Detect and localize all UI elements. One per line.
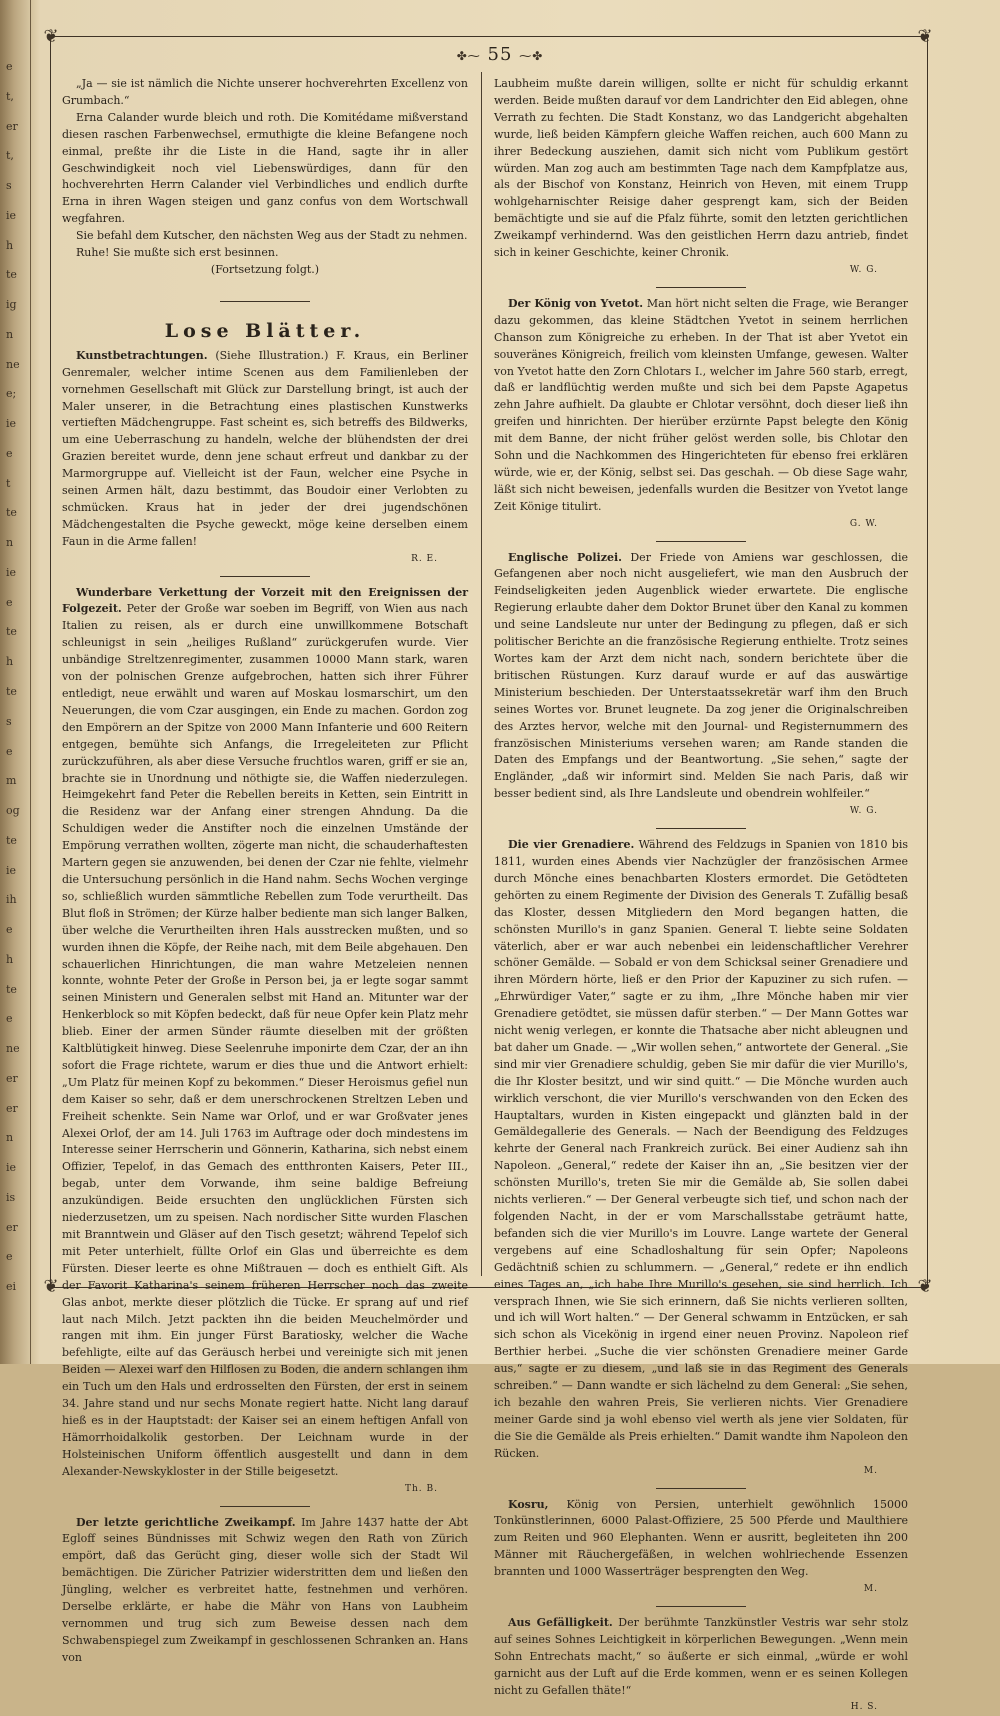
article-zweikampf — [62, 1515, 468, 1667]
edge-fragment: e — [6, 60, 13, 73]
edge-fragment: ne — [6, 357, 20, 371]
edge-fragment: e — [6, 744, 13, 758]
edge-fragment: te — [6, 625, 17, 639]
edge-fragment: ie — [6, 208, 17, 222]
article-body: Im Jahre 1437 hatte der Abt Egloff seines Bündnisses mit Schwiz wegen den Rath von Zürich empört, daß das Gerücht ging, dieser wolle sich der Stadt Wil bemächtigen. Die Züricher Patrizier widerstritten dem und ließen den Jüngling, welcher es verbreitet hatte, festnehmen und verhören. Derselbe erklärte, er habe die Mähr von Hans von Laubheim vernommen und trug sich zum Beweise dessen nach dem Schwabenspiegel zum Zweikampf in geschlossenen Schranken an. Hans von — [62, 1515, 468, 1664]
article-body: Der Friede von Amiens war geschlossen, die Gefangenen aber noch nicht ausgeliefert, wie man den Ausbruch der Feindseligkeiten jeden Augenblick wieder erwartete. Die englische Regierung erlaubte daher dem Doktor Brunet über den Kanal zu kommen und seine Landsleute nur unter der Bedingung zu pflegen, daß er sich politischer Berichte an die französische Regierung enthielte. Trotz seines Wortes kam der Arzt dem nicht nach, sondern berichtete über die britischen Rüstungen. Kurz darauf wurde er auf das auswärtige Ministerium beschieden. Der Unterstaatssekretär warf ihm den Bruch seines Wortes vor. Brunet leugnete. Da zog jener die Originalschreiben des Arztes hervor, welche mit den Journal- und Registernummern des französischen Ministeriums versehen waren; am Rande standen die Daten des Empfangs und der Beantwortung. „Sie sehen,“ sagte der Engländer, „daß wir informirt sind. Melden Sie nach Paris, daß wir besser bedient sind, als Ihre Landsleute und obendrein wohlfeiler.“ — [494, 550, 909, 801]
article-englische-polizei — [494, 550, 908, 804]
edge-fragment: ne — [6, 1042, 20, 1056]
article-title: Aus Gefälligkeit. — [508, 1615, 613, 1629]
edge-fragment: er — [6, 1071, 18, 1085]
edge-fragment: te — [6, 685, 17, 698]
edge-fragment: t — [6, 476, 11, 490]
corner-ornament-icon: ❦ — [43, 26, 59, 47]
ornament-left-icon: ✤⁓ — [456, 49, 481, 63]
article-vier-grenadiere — [494, 837, 908, 1463]
article-body: (Siehe Illustration.) F. Kraus, ein Berliner Genremaler, welcher intime Scenen aus dem Familienleben der vornehmen Gesellschaft mit Glück zur Darstellung bringt, ist auch der Maler unserer, in die Betrachtung eines plastischen Kunstwerks vertieften Mädchengruppe. Fast scheint es, sich betreffs des Bildwerks, um eine Ueberraschung zu handeln, welche der blühendsten der drei Grazien bereitet wurde, denn jene schaut erfreut und dankbar zu der Marmorgruppe auf. Vielleicht ist der Faun, welcher eine Psyche in seinen Armen hält, dazu bestimmt, das Boudoir einer Verlobten zu schmücken. Kraus hat in jeder der drei jugendschönen Mädchengestalten die Psyche geweckt, möge keine derselben einem Faun in die Arme fallen! — [62, 348, 468, 548]
page-number: 55 — [487, 44, 513, 65]
adjacent-page-edge — [0, 0, 31, 1364]
page-header — [420, 44, 580, 65]
edge-fragment: e — [6, 446, 13, 460]
article-signature: R. E. — [411, 553, 438, 564]
edge-fragment: h — [6, 952, 14, 966]
edge-fragment: ig — [6, 298, 17, 312]
edge-fragment: e — [6, 923, 13, 937]
continuation-note: (Fortsetzung folgt.) — [210, 262, 320, 276]
article-title: Kosru, — [508, 1497, 549, 1511]
edge-fragment: n — [6, 327, 14, 341]
edge-fragment: te — [6, 833, 17, 847]
article-body: Man hört nicht selten die Frage, wie Beranger dazu gekommen, das kleine Städtchen Yvetot in seinem herrlichen Chanson zum Königreiche zu erheben. In der That ist aber Yvetot ein souveränes Königreich, freilich vom kleinsten Umfange, gewesen. Walter von Yvetot hatte den Zorn Chlotars I., welcher im Jahre 560 starb, erregt, daß er landflüchtig werden mußte und sich bei dem Papste Agapetus zehn Jahre aufhielt. Da glaubte er Chlotar versöhnt, doch dieser ließ ihn greifen und hinrichten. Der hierüber erzürnte Papst belegte den König mit dem Banne, der nicht früher gelöst werden solle, bis Chlotar den Sohn und die Nachkommen des Hingerichteten für ebenso frei erklären würde, wie er, der König, selbst sei. Das geschah. — Ob diese Sage wahr, läßt sich nicht beweisen, jedenfalls wurden die Besitzer von Yvetot lange Zeit Könige titulirt. — [494, 296, 908, 513]
story-paragraph: Sie befahl dem Kutscher, den nächsten Weg aus der Stadt zu nehmen. — [76, 229, 468, 243]
article-rule — [220, 576, 310, 577]
story-paragraph: Erna Calander wurde bleich und roth. Die Komitédame mißverstand diesen raschen Farbenwechsel, ermuthigte die kleine Befangene noch einmal, preßte ihr die Liste in die Hand, sagte ihr in aller Geschwindigkeit noch viel Liebenswürdiges, dann für den hochverehrten Herrn Calander viel Verbindliches und endlich durfte Erna in ihren Wagen steigen und ganz confus von dem Wortschwall wegfahren. — [62, 110, 468, 226]
edge-fragment: er — [6, 1220, 18, 1234]
article-title: Englische Polizei. — [508, 550, 622, 564]
article-signature: M. — [863, 1584, 878, 1595]
edge-fragment: og — [6, 804, 20, 818]
article-koenig-yvetot — [494, 296, 908, 516]
article-body: Der berühmte Tanzkünstler Vestris war sehr stolz auf seines Sohnes Leichtigkeit in körperlichen Bewegungen. „Wenn mein Sohn Entrechats macht,“ so äußerte er sich einmal, „würde er wohl garnicht aus der Luft auf die Erde kommen, wenn er es seinen Kollegen nicht zu Gefallen thäte!“ — [494, 1615, 909, 1697]
story-paragraph: „Ja — sie ist nämlich die Nichte unserer hochverehrten Excellenz von Grumbach.“ — [62, 77, 468, 107]
edge-fragment: er — [6, 1101, 18, 1115]
edge-fragment: te — [6, 982, 17, 996]
article-kosru — [494, 1497, 908, 1582]
article-signature: Th. B. — [405, 1483, 438, 1494]
corner-ornament-icon: ❦ — [917, 26, 933, 47]
edge-fragment: n — [6, 1131, 14, 1145]
article-rule — [656, 1606, 746, 1607]
article-title: Wunderbare Verkettung der Vorzeit mit den Ereignissen der Folgezeit. — [62, 585, 468, 616]
left-column — [62, 76, 468, 1667]
article-kunstbetrachtungen — [62, 348, 468, 551]
article-signature: H. S. — [850, 1702, 878, 1713]
corner-ornament-icon: ❦ — [917, 1276, 933, 1297]
story-paragraph: Ruhe! Sie mußte sich erst besinnen. — [76, 246, 279, 260]
article-zweikampf-continued: Laubheim mußte darein willigen, sollte er nicht für schuldig erkannt werden. Beide mußten darauf vor dem Landrichter den Eid ablegen, ohne Verrath zu fechten. Die Stadt Konstanz, wo das Landgericht abgehalten wurde, ließ beiden Kämpfern gleiche Waffen reichen, auch 600 Mann zu ihrer Bedeckung ausziehen, damit sich nicht vom Publikum gestört würden. Man zog auch am bestimmten Tage nach dem Kampfplatze aus, als der Bischof von Konstanz, Heinrich von Heven, mit einem Trupp wohlgeharnischter Reisige daher gesprengt kam, sich der Beiden bemächtigte und sie auf die Pfalz führte, somit den letzten gerichtlichen Zweikampf verhindernd. Was den geistlichen Herrn dazu antrieb, findet sich in keiner Geschichte, keiner Chronik. — [494, 77, 908, 260]
edge-fragment: s — [6, 179, 12, 193]
edge-fragment: s — [6, 714, 12, 728]
article-wunderbare-verkettung — [62, 585, 468, 1481]
article-signature: W. G. — [849, 806, 878, 817]
article-signature: M. — [863, 1465, 878, 1476]
edge-fragment: ih — [6, 893, 17, 907]
edge-fragment: t, — [6, 149, 14, 163]
edge-fragment: e — [6, 595, 13, 609]
edge-fragment: n — [6, 536, 14, 550]
edge-fragment: ie — [6, 863, 17, 877]
edge-fragment: h — [6, 655, 14, 669]
edge-fragment: is — [6, 1190, 16, 1204]
right-column — [494, 76, 908, 1716]
article-signature: G. W. — [849, 518, 878, 529]
edge-fragment: ei — [6, 1280, 17, 1294]
article-rule — [656, 541, 746, 542]
section-rule — [220, 301, 310, 302]
section-heading: Lose Blätter. — [164, 319, 366, 342]
article-rule — [656, 828, 746, 829]
edge-fragment: e; — [6, 387, 17, 401]
edge-fragment: e — [6, 1250, 13, 1264]
edge-fragment: ie — [6, 565, 17, 579]
article-gefaelligkeit — [494, 1615, 908, 1700]
article-rule — [656, 1488, 746, 1489]
article-title: Die vier Grenadiere. — [508, 838, 635, 852]
edge-fragment: h — [6, 238, 14, 252]
edge-fragment: er — [6, 119, 18, 133]
edge-fragment: e — [6, 1012, 13, 1026]
article-rule — [656, 287, 746, 288]
article-body: Während des Feldzugs in Spanien von 1810 bis 1811, wurden eines Abends vier Nachzügler der französischen Armee durch Mönche eines benachbarten Klosters ermordet. Die Getödteten gehörten zu einem Regimente der Division des Generals T. Zufällig besaß das Kloster, dessen Mitgliedern den Mord begangen hatten, die schönsten Murillo's in ganz Spanien. General T. liebte seine Soldaten väterlich, aber er war auch nebenbei ein leidenschaftlicher Verehrer schöner Gemälde. — Sobald er von dem Schicksal seiner Grenadiere und ihren Mördern hörte, ließ er den Prior der Kapuziner zu sich rufen. — „Ehrwürdiger Vater,“ sagte er zu ihm, „Ihre Mönche haben mir vier Grenadiere getödtet, sie müssen dafür sterben.“ — Der Mann Gottes war nicht wenig verlegen, er konnte die Thatsache aber nicht ableugnen und bat daher um Gnade. — „Wir wollen sehen,“ antwortete der General. „Sie sind mir vier Grenadiere schuldig, geben Sie mir dafür die vier Murillo's, die Ihr Kloster besitzt, und wir sind quitt.“ — Die Mönche wurden auch wirklich verschont, die vier Murillo's verschwanden von den Ecken des Hauptaltars, wurden in Kisten eingepackt und glänzten bald in der Gemäldegallerie des Generals. — Nach der Beendigung des Feldzuges kehrte der General nach Frankreich zurück. Bei einer Audienz sah ihn Napoleon. „General,“ redete der Kaiser ihn an, „Sie besitzen vier der schönsten Murillo's, treten Sie mir die Gemälde ab, Sie sollen dabei nichts verlieren.“ — Der General verbeugte sich tief, und schon nach der folgenden Nacht, in der er vom Marschallsstabe geträumt hatte, befanden sich die vier Murillo's im Louvre. Lange wartete der General vergebens auf eine Schadloshaltung für sein Opfer; Napoleons Gedächtniß schien zu schlummern. — „General,“ redete er ihn endlich eines Tages an, „ich habe Ihre Murillo's gesehen, sie sind herrlich. Ich versprach Ihnen, wie Sie sich erinnern, daß Sie nichts verlieren sollten, und ich will Wort halten.“ — Der General schwamm in Entzücken, er sah sich schon als Vicekönig in irgend einer neuen Provinz. Napoleon rief Berthier herbei. „Suche die vier schönsten Grenadiere meiner Garde aus,“ sagte er zu diesem, „und laß sie in das Regiment des Generals schreiben.“ — Dann wandte er sich lächelnd zu dem General: „Sie sehen, ich bezahle den wahren Preis, Sie verlieren nichts. Vier Grenadiere meiner Garde sind ja wohl ebenso viel werth als jene vier Soldaten, für die Sie die Gemälde als Preis erhielten.“ Damit wandte ihm Napoleon den Rücken. — [494, 838, 909, 1460]
article-signature: W. G. — [849, 264, 878, 275]
edge-fragment: ie — [6, 417, 17, 431]
corner-ornament-icon: ❦ — [43, 1276, 59, 1297]
article-title: Kunstbetrachtungen. — [76, 348, 208, 362]
edge-fragment: te — [6, 506, 17, 520]
edge-fragment: ie — [6, 1161, 17, 1175]
edge-fragment: m — [6, 774, 17, 788]
article-body: König von Persien, unterhielt gewöhnlich 15000 Tonkünstlerinnen, 6000 Palast-Offiziere, 25 500 Pferde und Maulthiere zum Reiten und 960 Elephanten. Wenn er ausritt, begleiteten ihn 200 Männer mit Räuchergefäßen, in welchen wohlriechende Essenzen brannten und 1000 Wasserträger besprengten den Weg. — [494, 1497, 909, 1579]
article-title: Der König von Yvetot. — [508, 296, 644, 310]
edge-fragment: t, — [6, 89, 14, 103]
edge-fragment: te — [6, 268, 17, 282]
article-title: Der letzte gerichtliche Zweikampf. — [76, 1515, 296, 1529]
article-body: Peter der Große war soeben im Begriff, von Wien aus nach Italien zu reisen, als er durch eine unwillkommene Botschaft schleunigst in sein „heiliges Rußland“ zurückgerufen wurde. Vier unbändige Streltzenregimenter, zusammen 10000 Mann stark, waren von der polnischen Grenze aufgebrochen, hatten sich ihrer Führer entledigt, neue erwählt und waren auf Moskau losmarschirt, um den Neuerungen, die vom Czar ausgingen, ein Ende zu machen. Gordon zog den Empörern an der Spitze von 2000 Mann Infanterie und 600 Reitern entgegen, bemühte sich Anfangs, die Irregeleiteten zur Pflicht zurückzuführen, als aber diese Versuche fruchtlos waren, griff er sie an, brachte sie in Unordnung und nöthigte sie, die Waffen niederzulegen. Heimgekehrt fand Peter die Rebellen bereits in Ketten, sein Eintritt in die Residenz war der Anfang einer strengen Ahndung. Da die Schuldigen weder die Anstifter noch die einzelnen Umstände der Empörung verrathen wollten, zögerte man nicht, die schauderhaftesten Martern gegen sie anzuwenden, bei denen der Czar nie fehlte, vielmehr die Untersuchung persönlich in die Hand nahm. Sechs Wochen verginge so, schließlich wurden sämmtliche Rebellen zum Tode verurtheilt. Das Blut floß in Strömen; der Kürze halber bediente man sich langer Balken, über welche die Verurtheilten ihren Hals ausstrecken mußten, und so wurden ihnen die Köpfe, der Reihe nach, mit dem Beile abgehauen. Den schauerlichen Hinrichtungen, die man wahre Metzeleien nennen konnte, wohnte Peter der Große in Person bei, ja er legte sogar sammt seinen Ministern und Generalen selbst mit Hand an. Mitunter war der Henkerblock so mit Köpfen bedeckt, daß für neue Opfer kein Platz mehr blieb. Einer der armen Sünder räumte dieselben mit der größten Kaltblütigkeit hinweg. Diese Seelenruhe imponirte dem Czar, der an ihn sofort die Frage richtete, warum er dies thue und die Antwort erhielt: „Um Platz für meinen Kopf zu bekommen.“ Dieser Heroismus gefiel nun dem Kaiser so sehr, daß er dem unerschrockenen Streltzen Leben und Freiheit schenkte. Sein Name war Orlof, und er war Großvater jenes Alexei Orlof, der am 14. Juli 1763 im Auftrage oder doch mindestens im Interesse seiner Herrscherin und Gönnerin, Katharina, sich nebst einem Offizier, Tepelof, in das Gemach des entthronten Kaisers, Peter III., begab, unter dem Vorwande, ihm seine baldige Befreiung anzukündigen. Beide ersuchten den unglücklichen Fürsten sich niederzusetzen, um zu speisen. Nach nordischer Sitte wurden Flaschen mit Branntwein und Gläser auf den Tisch gesetzt; während Tepelof sich mit Peter unterhielt, füllte Orlof ein Glas und überreichte es dem Fürsten. Dieser leerte es ohne Mißtrauen — doch es enthielt Gift. Als der Favorit Katharina's seinem früheren Herrscher noch das zweite Glas anbot, merkte dieser plötzlich die Tücke. Er sprang auf und rief laut nach Milch. Jetzt packten ihn die beiden Meuchelmörder und rangen mit ihm. Ein junger Fürst Baratiosky, welcher die Wache befehligte, eilte auf das Geräusch herbei und vereinigte sich mit jenen Beiden — Alexei warf den Hilflosen zu Boden, die andern schlangen ihm ein Tuch um den Hals und erdrosselten den Fürsten, der erst in seinem 34. Jahre stand und nur sechs Monate regiert hatte. Nicht lang darauf hieß es in der Hauptstadt: der Kaiser sei an einem heftigen Anfall von Hämorrhoidalkolik gestorben. Der Leichnam wurde in der Holsteinischen Uniform öffentlich ausgestellt und dann in dem Alexander-Newskykloster in der Stille beigesetzt. — [62, 602, 468, 1478]
column-divider — [481, 72, 482, 1276]
ornament-right-icon: ⁓✤ — [519, 49, 544, 63]
article-rule — [220, 1506, 310, 1507]
